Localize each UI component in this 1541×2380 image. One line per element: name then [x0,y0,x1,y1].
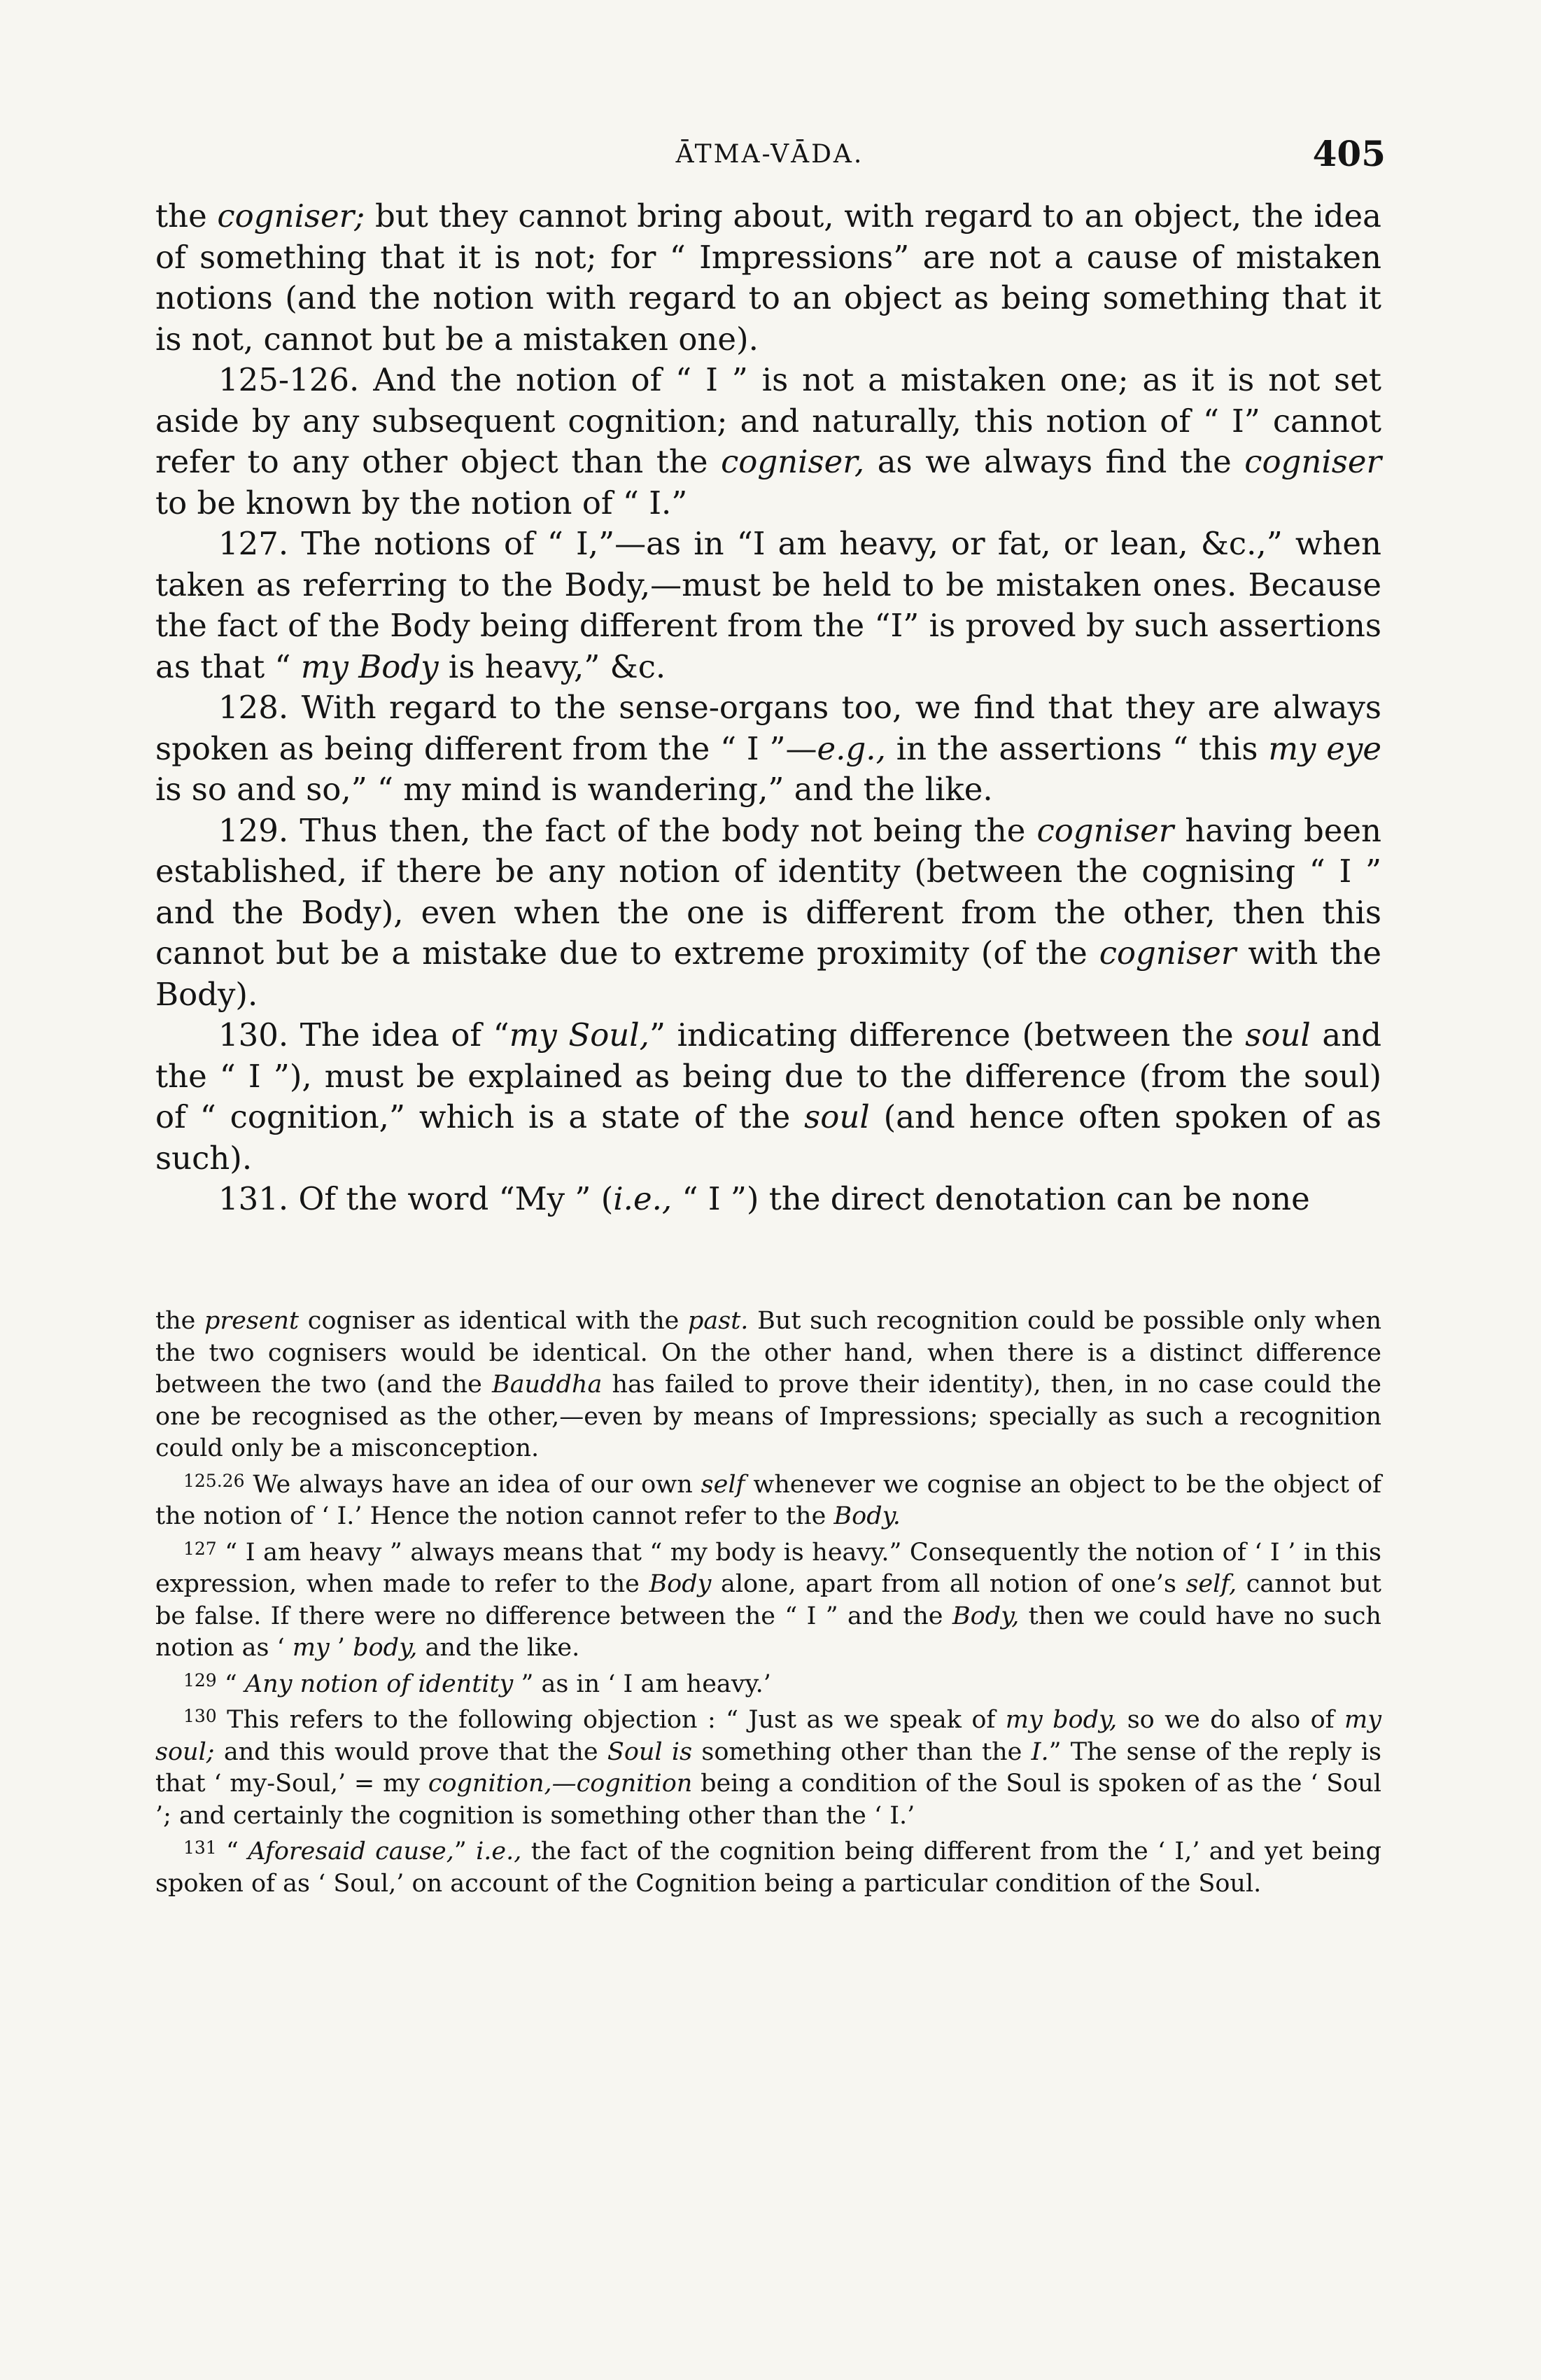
footnote-127: $^{127}$ “ I am heavy ” always means that “ my body is heavy.” Consequently the notion of ‘ I ’ in this expression, when made to refer to the Body alone, apart from all notion of one’s self, cannot but be false. If there were no difference between the “ I ” and the Body, then we could have no such notion as ‘ my ’ body, and the like. [155,1538,1381,1662]
running-title: ĀTMA-VĀDA. [675,140,864,169]
verse-125-126: 125-126. And the notion of “ I ” is not a mistaken one; as it is not set aside by any subsequent cognition; and naturally, this notion of “ I” cannot refer to any other object than the cogniser, as we always find the cogniser to be known by the notion of “ I.” [155,361,1381,522]
main-text [155,196,1381,1220]
footnote-number: 130 [183,1706,217,1726]
verse-128: 128. With regard to the sense-organs too, we find that they are always spoken as being different from the “ I ”—e.g., in the assertions “ this my eye is so and so,” “ my mind is wandering,” and the like. [155,689,1381,808]
verse-131: 131. Of the word “My ” (i.e., “ I ”) the direct denotation can be none [218,1180,1310,1217]
footnote-129: $^{129}$ “ Any notion of identity ” as in ‘ I am heavy.’ [183,1670,771,1698]
paragraph-continuation: the cogniser; but they cannot bring about, with regard to an object, the idea of something that it is not; for “ Impressions” are not a cause of mistaken notions (and the notion with regard to an object as being something that it is not, cannot but be a mistaken one). [155,197,1381,358]
page-header [154,133,1386,182]
footnotes [155,1306,1381,1900]
footnote-number: 125.26 [183,1470,245,1491]
page-number: 405 [1312,133,1386,174]
footnote-number: 127 [183,1538,217,1559]
footnote-125-126: $^{125.26}$ We always have an idea of our own self whenever we cognise an object to be the object of the notion of ‘ I.’ Hence the notion cannot refer to the Body. [155,1470,1381,1530]
verse-130: 130. The idea of “my Soul,” indicating difference (between the soul and the “ I ”), must be explained as being due to the difference (from the soul) of “ cognition,” which is a state of the soul (and hence often spoken of as such). [155,1016,1382,1177]
footnote-continuation: the present cogniser as identical with the past. But such recognition could be possible only when the two cognisers would be identical. On the other hand, when there is a distinct difference between the two (and the Bauddha has failed to prove their identity), then, in no case could the one be recognised as the other,—even by means of Impressions; specially as such a recognition could only be a misconception. [155,1307,1382,1462]
footnote-number: 129 [183,1670,217,1690]
verse-129: 129. Thus then, the fact of the body not being the cogniser having been established, if there be any notion of identity (between the cognising “ I ” and the Body), even when the one is different from the other, then this cannot but be a mistake due to extreme proximity (of the cogniser with the Body). [155,811,1381,1013]
verse-127: 127. The notions of “ I,”—as in “I am heavy, or fat, or lean, &c.,” when taken as referring to the Body,—must be held to be mistaken ones. Because the fact of the Body being different from the “I” is proved by such assertions as that “ my Body is heavy,” &c. [155,525,1381,685]
footnote-number: 131 [183,1837,217,1858]
footnote-130: $^{130}$ This refers to the following objection : “ Just as we speak of my body, so we do also of my soul; and this would prove that the Soul is something other than the I.” The sense of the reply is that ‘ my-Soul,’ = my cognition,—cognition being a condition of the Soul is spoken of as the ‘ Soul ’; and certainly the cognition is something other than the ‘ I.’ [155,1706,1381,1830]
footnote-131: $^{131}$ “ Aforesaid cause,” i.e., the fact of the cognition being different from the ‘ I,’ and yet being spoken of as ‘ Soul,’ on account of the Cognition being a particular condition of the Soul. [155,1837,1381,1898]
